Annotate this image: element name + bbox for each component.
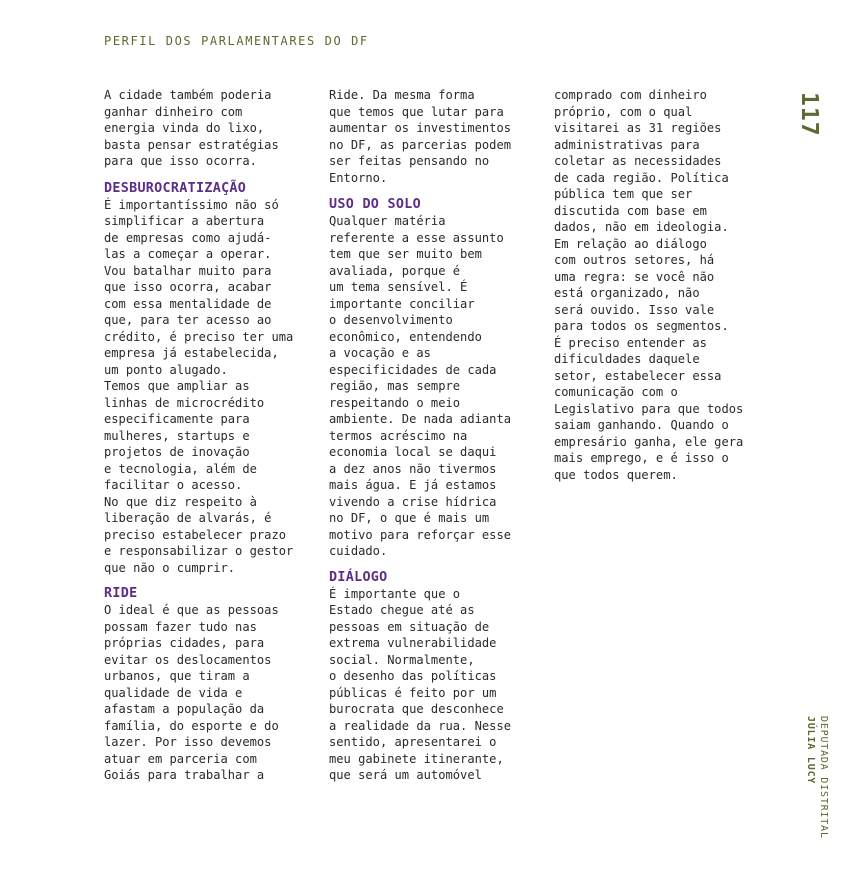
- text-line: motivo para reforçar esse: [329, 527, 512, 542]
- text-line: coletar as necessidades: [554, 154, 722, 168]
- text-line: meu gabinete itinerante,: [329, 751, 504, 766]
- text-line: próprio, com o qual: [554, 104, 693, 119]
- heading-desburocratizacao: DESBUROCRATIZAÇÃO: [104, 180, 247, 196]
- text-line: a vocação e as: [329, 346, 431, 360]
- text-line: ser feitas pensando no: [329, 154, 490, 168]
- text-line: No que diz respeito à: [104, 494, 257, 509]
- text-line: empresário ganha, ele gera: [554, 434, 744, 449]
- text-line: setor, estabelecer essa: [554, 368, 722, 383]
- text-line: É importante que o: [329, 586, 461, 601]
- text-line: dados, não em ideologia.: [554, 220, 729, 234]
- text-line: será ouvido. Isso vale: [554, 302, 715, 317]
- column-3: [554, 87, 774, 483]
- text-line: burocrata que desconhece: [329, 702, 504, 716]
- text-line: a realidade da rua. Nesse: [329, 718, 512, 733]
- text-line: ganhar dinheiro com: [104, 104, 243, 119]
- text-line: respeitando o meio: [329, 395, 461, 410]
- text-line: que isso ocorra, acabar: [104, 280, 272, 294]
- text-line: urbanos, que tiram a: [104, 669, 250, 683]
- column-1: [104, 87, 314, 784]
- text-line: social. Normalmente,: [329, 652, 475, 667]
- col1-intro-paragraph: [104, 87, 314, 170]
- text-line: econômico, entendendo: [329, 329, 482, 344]
- side-label-role: DEPUTADA DISTRITAL: [818, 716, 829, 839]
- text-line: ambiente. De nada adianta: [329, 412, 512, 426]
- text-line: com outros setores, há: [554, 253, 715, 267]
- text-line: pessoas em situação de: [329, 619, 490, 634]
- text-line: que, para ter acesso ao: [104, 313, 272, 327]
- col2-paragraph-1: [329, 213, 539, 560]
- text-line: o desenho das políticas: [329, 669, 497, 683]
- text-line: especificidades de cada: [329, 362, 497, 377]
- text-line: mais água. E já estamos: [329, 478, 497, 492]
- text-line: O ideal é que as pessoas: [104, 603, 279, 617]
- text-line: sentido, apresentarei o: [329, 735, 497, 749]
- text-line: tem que ser muito bem: [329, 247, 482, 261]
- text-line: possam fazer tudo nas: [104, 619, 257, 634]
- text-line: comunicação com o: [554, 385, 678, 399]
- text-line: afastam a população da: [104, 702, 265, 716]
- text-line: que não o cumprir.: [104, 560, 236, 575]
- side-label-name: JÚLIA LUCY: [805, 716, 816, 785]
- text-line: está organizado, não: [554, 286, 700, 300]
- text-line: avaliada, porque é: [329, 263, 461, 278]
- text-line: Ride. Da mesma forma: [329, 88, 475, 102]
- text-line: importante conciliar: [329, 296, 475, 311]
- running-head: PERFIL DOS PARLAMENTARES DO DF: [104, 34, 369, 48]
- text-line: qualidade de vida e: [104, 685, 243, 700]
- text-line: extrema vulnerabilidade: [329, 636, 497, 650]
- text-line: e responsabilizar o gestor: [104, 544, 294, 558]
- text-line: Temos que ampliar as: [104, 379, 250, 393]
- text-line: É preciso entender as: [554, 335, 707, 350]
- text-line: projetos de inovação: [104, 445, 250, 459]
- text-line: de empresas como ajudá-: [104, 230, 272, 245]
- text-line: economia local se daqui: [329, 445, 497, 459]
- col3-paragraph-0: [554, 87, 774, 483]
- text-line: energia vinda do lixo,: [104, 121, 265, 135]
- text-line: empresa já estabelecida,: [104, 346, 279, 360]
- text-line: no DF, as parcerias podem: [329, 137, 512, 152]
- text-line: Vou batalhar muito para: [104, 263, 272, 278]
- text-line: Goiás para trabalhar a: [104, 768, 265, 782]
- text-line: Em relação ao diálogo: [554, 236, 707, 251]
- page-number: 117: [796, 92, 822, 137]
- text-line: comprado com dinheiro: [554, 88, 707, 102]
- text-line: termos acréscimo na: [329, 428, 468, 443]
- side-label: [804, 716, 830, 839]
- text-line: um ponto alugado.: [104, 362, 228, 377]
- col1-paragraph-1: [104, 197, 314, 577]
- text-line: um tema sensível. É: [329, 280, 468, 294]
- text-line: las a começar a operar.: [104, 247, 272, 261]
- text-line: vivendo a crise hídrica: [329, 494, 497, 509]
- text-line: que será um automóvel: [329, 768, 482, 782]
- text-line: a dez anos não tivermos: [329, 461, 497, 476]
- text-line: mais emprego, e é isso o: [554, 451, 729, 465]
- text-line: preciso estabelecer prazo: [104, 527, 287, 542]
- text-line: lazer. Por isso devemos: [104, 735, 272, 749]
- col1-paragraph-2: [104, 602, 314, 784]
- text-line: cuidado.: [329, 544, 388, 558]
- text-line: É importantíssimo não só: [104, 197, 279, 212]
- text-line: que temos que lutar para: [329, 104, 504, 119]
- text-line: pública tem que ser: [554, 187, 693, 201]
- text-line: Legislativo para que todos: [554, 401, 744, 416]
- text-line: públicas é feito por um: [329, 685, 497, 700]
- text-line: família, do esporte e do: [104, 718, 279, 733]
- text-line: referente a esse assunto: [329, 230, 504, 245]
- text-line: região, mas sempre: [329, 379, 461, 393]
- text-line: Estado chegue até as: [329, 603, 475, 617]
- text-line: especificamente para: [104, 412, 250, 426]
- text-line: linhas de microcrédito: [104, 395, 265, 410]
- text-line: Entorno.: [329, 170, 388, 185]
- text-line: aumentar os investimentos: [329, 121, 512, 135]
- text-line: dificuldades daquele: [554, 352, 700, 366]
- column-2: [329, 87, 539, 784]
- text-line: com essa mentalidade de: [104, 296, 272, 311]
- text-line: saiam ganhando. Quando o: [554, 418, 729, 432]
- heading-dialogo: DIÁLOGO: [329, 569, 388, 585]
- text-line: para todos os segmentos.: [554, 319, 729, 333]
- text-line: próprias cidades, para: [104, 636, 265, 650]
- text-line: facilitar o acesso.: [104, 478, 243, 492]
- text-line: simplificar a abertura: [104, 214, 265, 228]
- text-line: evitar os deslocamentos: [104, 652, 272, 667]
- text-line: basta pensar estratégias: [104, 137, 279, 152]
- heading-uso-do-solo: USO DO SOLO: [329, 197, 421, 212]
- text-line: o desenvolvimento: [329, 313, 453, 327]
- text-line: uma regra: se você não: [554, 269, 715, 284]
- text-line: liberação de alvarás, é: [104, 511, 272, 525]
- text-line: discutida com base em: [554, 203, 707, 218]
- col2-paragraph-2: [329, 586, 539, 784]
- text-line: Qualquer matéria: [329, 214, 446, 228]
- text-line: mulheres, startups e: [104, 428, 250, 443]
- text-line: atuar em parceria com: [104, 751, 257, 766]
- text-line: visitarei as 31 regiões: [554, 121, 722, 135]
- text-line: para que isso ocorra.: [104, 154, 257, 168]
- text-line: de cada região. Política: [554, 170, 729, 185]
- text-line: A cidade também poderia: [104, 88, 272, 102]
- text-line: e tecnologia, além de: [104, 461, 257, 476]
- text-line: no DF, o que é mais um: [329, 511, 490, 525]
- col2-paragraph-0: [329, 87, 539, 186]
- text-line: que todos querem.: [554, 467, 678, 482]
- heading-ride: RIDE: [104, 586, 138, 601]
- text-line: crédito, é preciso ter uma: [104, 329, 294, 344]
- text-line: administrativas para: [554, 137, 700, 152]
